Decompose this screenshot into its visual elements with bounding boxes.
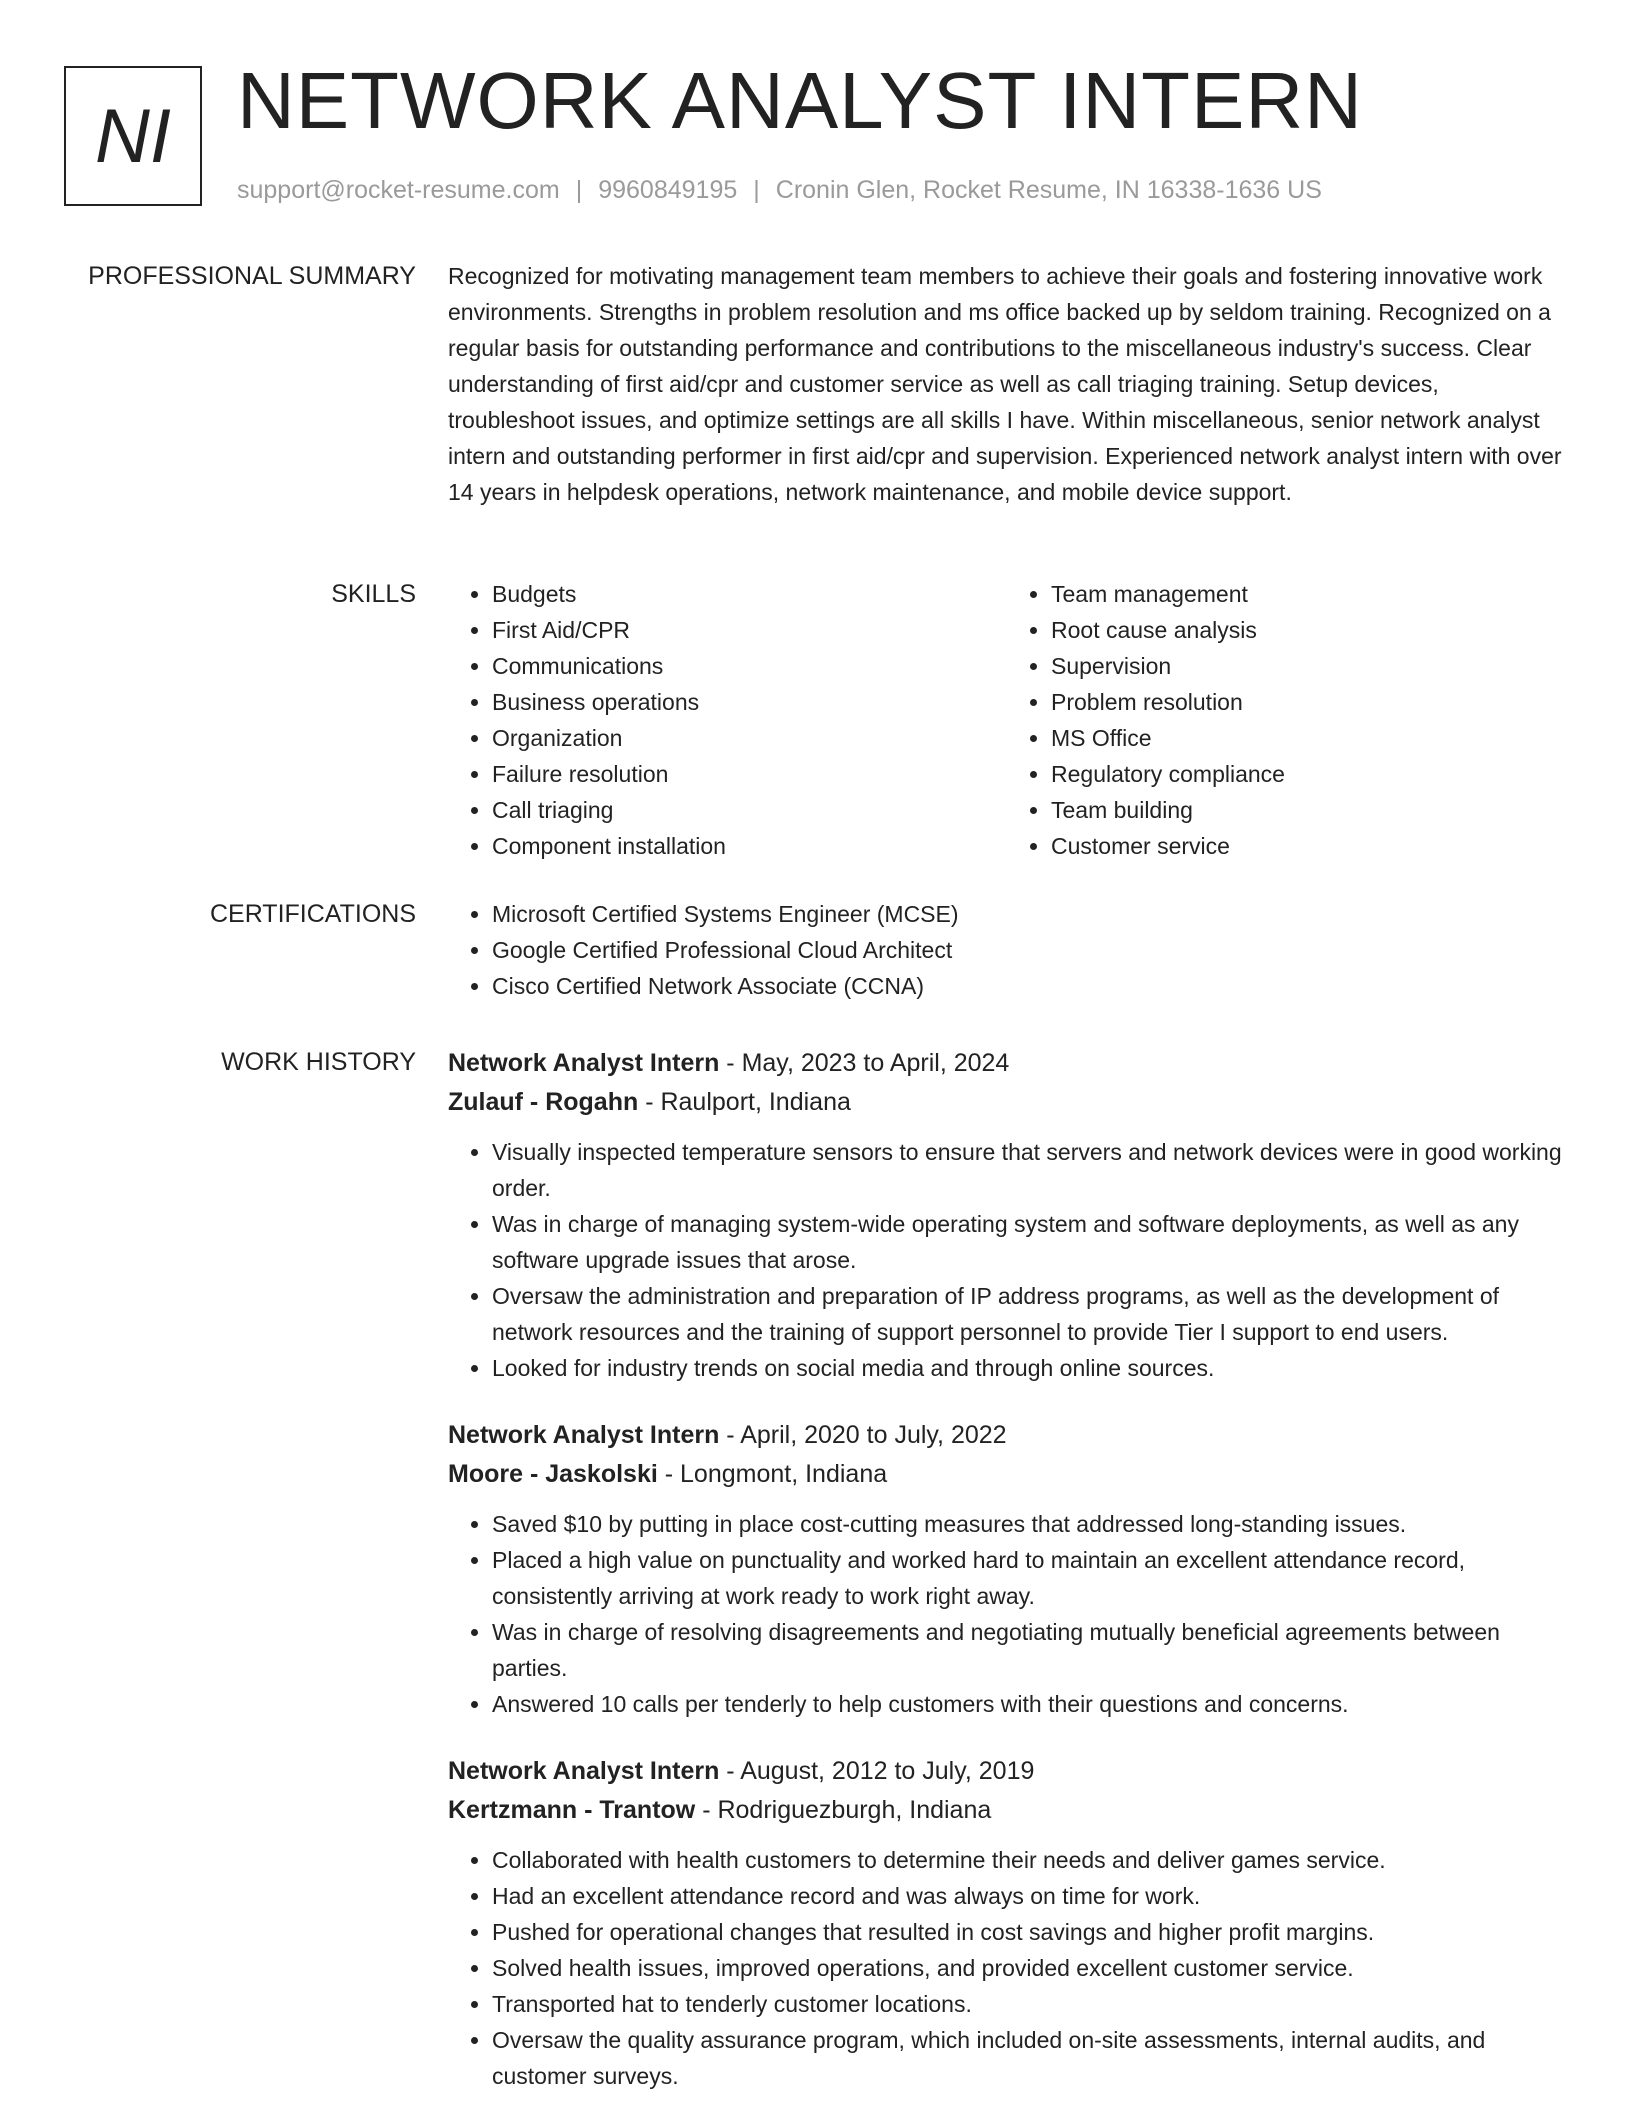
job-role: Network Analyst Intern [448,1421,720,1449]
contact-line [237,176,1322,205]
job-company-line [448,1790,1566,1830]
list-item: • First Aid/CPR [492,612,1007,648]
job-dates: - August, 2012 to July, 2019 [719,1757,1035,1785]
skills-list-right [1007,576,1566,864]
job-location: - Longmont, Indiana [657,1460,888,1488]
job-company-line [448,1454,1566,1494]
section-title: SKILLS [331,580,416,608]
contact-address: Cronin Glen, Rocket Resume, IN 16338-1636 US [775,176,1322,204]
list-item: • Placed a high value on punctuality and worked hard to maintain an excellent attendance record, consistently arriving at work ready to work right away. [492,1542,1566,1614]
list-item: • Failure resolution [492,756,1007,792]
list-item: • Organization [492,720,1007,756]
job-dates: - May, 2023 to April, 2024 [719,1049,1010,1077]
section-title: CERTIFICATIONS [209,900,416,928]
job-bullets [448,1134,1566,1386]
list-item: • Transported hat to tenderly customer locations. [492,1986,1566,2022]
list-item: • Oversaw the quality assurance program, which included on-site assessments, internal audits, and customer surveys. [492,2022,1566,2094]
job-entry [448,1044,1566,1386]
job-role: Network Analyst Intern [448,1757,720,1785]
list-item: • MS Office [1051,720,1566,756]
list-item: • Supervision [1051,648,1566,684]
list-item: • Regulatory compliance [1051,756,1566,792]
list-item: • Pushed for operational changes that resulted in cost savings and higher profit margins. [492,1914,1566,1950]
separator: | [575,176,583,204]
job-title-line [448,1416,1566,1454]
list-item: • Customer service [1051,828,1566,864]
job-bullets [448,1506,1566,1722]
list-item: • Microsoft Certified Systems Engineer (MCSE) [492,896,1566,932]
list-item: • Was in charge of managing system-wide operating system and software deployments, as well as any software upgrade issues that arose. [492,1206,1566,1278]
job-location: - Raulport, Indiana [638,1088,851,1116]
section-title: WORK HISTORY [221,1048,416,1076]
list-item: • Saved $10 by putting in place cost-cutting measures that addressed long-standing issues. [492,1506,1566,1542]
job-company: Zulauf - Rogahn [448,1088,639,1116]
section-title: PROFESSIONAL SUMMARY [88,262,416,290]
list-item: • Component installation [492,828,1007,864]
list-item: • Was in charge of resolving disagreements and negotiating mutually beneficial agreements between parties. [492,1614,1566,1686]
job-role: Network Analyst Intern [448,1049,720,1077]
job-title-line [448,1044,1566,1082]
list-item: • Collaborated with health customers to determine their needs and deliver games service. [492,1842,1566,1878]
list-item: • Team management [1051,576,1566,612]
list-item: • Answered 10 calls per tenderly to help customers with their questions and concerns. [492,1686,1566,1722]
monogram-logo: NI [64,66,202,206]
list-item: • Visually inspected temperature sensors to ensure that servers and network devices were in good working order. [492,1134,1566,1206]
job-company: Kertzmann - Trantow [448,1796,696,1824]
page-title: NETWORK ANALYST INTERN [237,56,1363,145]
job-entry [448,1416,1566,1722]
list-item: • Business operations [492,684,1007,720]
job-title-line [448,1752,1566,1790]
job-dates: - April, 2020 to July, 2022 [719,1421,1007,1449]
contact-phone[interactable]: 9960849195 [598,176,738,204]
list-item: • Budgets [492,576,1007,612]
job-company-line [448,1082,1566,1122]
list-item: • Google Certified Professional Cloud Architect [492,932,1566,968]
separator: | [753,176,760,204]
certifications-list [448,896,1566,1004]
list-item: • Call triaging [492,792,1007,828]
job-entry [448,1752,1566,2094]
job-bullets [448,1842,1566,2094]
contact-email[interactable]: support@rocket-resume.com [237,176,560,204]
list-item: • Solved health issues, improved operations, and provided excellent customer service. [492,1950,1566,1986]
skills-list-left [448,576,1007,864]
list-item: • Had an excellent attendance record and was always on time for work. [492,1878,1566,1914]
list-item: • Team building [1051,792,1566,828]
list-item: • Oversaw the administration and preparation of IP address programs, as well as the development of network resources and the training of support personnel to provide Tier I support to end users. [492,1278,1566,1350]
list-item: • Looked for industry trends on social media and through online sources. [492,1350,1566,1386]
list-item: • Problem resolution [1051,684,1566,720]
list-item: • Root cause analysis [1051,612,1566,648]
list-item: • Cisco Certified Network Associate (CCNA) [492,968,1566,1004]
job-company: Moore - Jaskolski [448,1460,658,1488]
list-item: • Communications [492,648,1007,684]
job-location: - Rodriguezburgh, Indiana [695,1796,992,1824]
summary-text: Recognized for motivating management team members to achieve their goals and fostering innovative work environments. Strengths in problem resolution and ms office backed up by seldom training. Recognized on a regular basis for outstanding performance and contributions to the miscellaneous industry's success. Clear understanding of first aid/cpr and customer service as well as call triaging training. Setup devices, troubleshoot issues, and optimize settings are all skills I have. Within miscellaneous, senior network analyst intern and outstanding performer in first aid/cpr and supervision. Experienced network analyst intern with over 14 years in helpdesk operations, network maintenance, and mobile device support. [448,263,1562,505]
